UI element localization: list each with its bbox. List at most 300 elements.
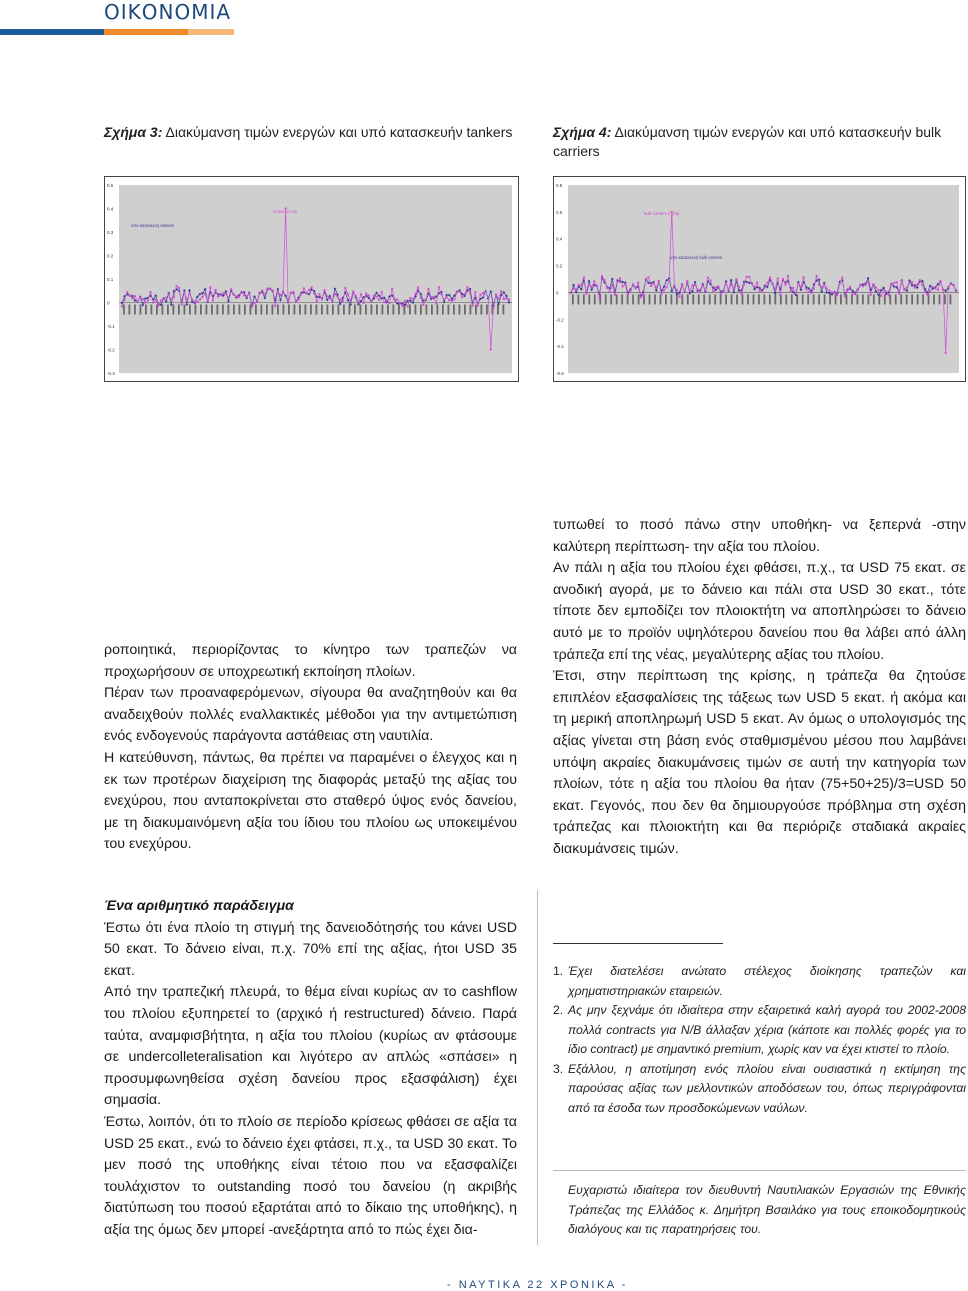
- data-point: [681, 284, 683, 286]
- data-point: [772, 283, 774, 285]
- data-point: [438, 286, 440, 288]
- footnote-rule: [553, 943, 723, 944]
- x-tick-label: [884, 294, 886, 304]
- paragraph: τυπωθεί το ποσό πάνω στην υποθήκη- να ξεπερνά -στην καλύτερη περίπτωση- την αξία του πλοίου.: [553, 517, 966, 555]
- data-point: [251, 306, 253, 308]
- x-tick-label: [572, 294, 574, 304]
- data-point: [396, 298, 398, 300]
- x-tick-label: [167, 305, 169, 315]
- data-point: [927, 294, 929, 296]
- data-point: [694, 284, 696, 286]
- data-point: [787, 275, 789, 277]
- data-point: [766, 282, 768, 284]
- figure-4-label: Σχήμα 4:: [553, 124, 612, 140]
- data-point: [259, 293, 261, 295]
- data-point: [606, 287, 608, 289]
- data-point: [774, 288, 776, 290]
- data-point: [196, 301, 198, 303]
- data-point: [311, 286, 313, 288]
- data-point: [492, 306, 494, 308]
- data-point: [183, 291, 185, 293]
- data-point: [663, 289, 665, 291]
- series-label: tankers2-c/or: [273, 209, 298, 214]
- data-point: [321, 298, 323, 300]
- data-point: [759, 290, 761, 292]
- data-point: [215, 289, 217, 291]
- x-tick-label: [332, 305, 334, 315]
- y-tick-label: 0.1: [107, 277, 114, 282]
- x-tick-label: [222, 305, 224, 315]
- data-point: [222, 292, 224, 294]
- plot-area: [568, 185, 959, 373]
- data-point: [469, 292, 471, 294]
- data-point: [846, 290, 848, 292]
- data-point: [637, 282, 639, 284]
- figure-3-title: Διακύμανση τιμών ενεργών και υπό κατασκευήν tankers: [165, 124, 513, 140]
- data-point: [934, 287, 936, 289]
- data-point: [181, 303, 183, 305]
- data-point: [821, 286, 823, 288]
- x-tick-label: [200, 305, 202, 315]
- data-point: [253, 302, 255, 304]
- data-point: [862, 285, 864, 287]
- data-point: [212, 299, 214, 301]
- data-point: [826, 287, 828, 289]
- x-tick-label: [818, 294, 820, 304]
- data-point: [828, 290, 830, 292]
- x-tick-label: [426, 305, 428, 315]
- x-tick-label: [906, 294, 908, 304]
- x-tick-label: [338, 305, 340, 315]
- x-tick-label: [393, 305, 395, 315]
- data-point: [945, 352, 947, 354]
- x-tick-label: [840, 294, 842, 304]
- data-point: [318, 293, 320, 295]
- x-tick-label: [310, 305, 312, 315]
- data-point: [381, 291, 383, 293]
- data-point: [202, 296, 204, 298]
- data-point: [256, 301, 258, 303]
- data-point: [570, 291, 572, 293]
- data-point: [461, 296, 463, 298]
- y-tick-label: 0.6: [556, 209, 563, 215]
- data-point: [402, 305, 404, 307]
- x-tick-label: [189, 305, 191, 315]
- data-point: [624, 283, 626, 285]
- x-tick-label: [681, 294, 683, 304]
- data-point: [495, 294, 497, 296]
- data-point: [836, 294, 838, 296]
- series-label: υπο κατασκευή bulk carriers: [670, 255, 723, 260]
- x-tick-label: [796, 294, 798, 304]
- data-point: [790, 290, 792, 292]
- data-point: [155, 299, 157, 301]
- data-point: [189, 292, 191, 294]
- data-point: [305, 292, 307, 294]
- data-point: [479, 294, 481, 296]
- x-tick-label: [616, 294, 618, 304]
- data-point: [326, 295, 328, 297]
- data-point: [500, 290, 502, 292]
- data-point: [160, 300, 162, 302]
- data-point: [803, 276, 805, 278]
- data-point: [157, 305, 159, 307]
- data-point: [629, 290, 631, 292]
- x-tick-label: [583, 294, 585, 304]
- data-point: [702, 284, 704, 286]
- data-point: [668, 279, 670, 281]
- data-point: [137, 301, 139, 303]
- x-tick-label: [211, 305, 213, 315]
- x-tick-label: [895, 294, 897, 304]
- data-point: [689, 291, 691, 293]
- data-point: [313, 292, 315, 294]
- example-heading: Ένα αριθμητικό παράδειγμα: [104, 898, 294, 914]
- footnote-number: 2.: [553, 1003, 564, 1017]
- footnote-text: Εξάλλου, η αποτίμηση ενός πλοίου είναι ουσιαστικά η εκτίμηση της παρούσας αξίας των μελλοντικών αποδόσεων του, όπως περιγράφονται από τα έσοδα των προσδοκώμενων ναύλων.: [568, 1061, 966, 1115]
- x-tick-label: [703, 294, 705, 304]
- data-point: [131, 297, 133, 299]
- data-point: [844, 295, 846, 297]
- x-tick-label: [294, 305, 296, 315]
- x-tick-label: [365, 305, 367, 315]
- data-point: [653, 282, 655, 284]
- x-tick-label: [497, 305, 499, 315]
- data-point: [834, 292, 836, 294]
- data-point: [324, 289, 326, 291]
- x-tick-label: [255, 305, 257, 315]
- data-point: [800, 286, 802, 288]
- data-point: [440, 293, 442, 295]
- data-point: [627, 294, 629, 296]
- x-tick-label: [731, 294, 733, 304]
- data-point: [129, 295, 131, 297]
- x-tick-label: [343, 305, 345, 315]
- header-bar-light: [188, 29, 234, 35]
- data-point: [352, 291, 354, 293]
- data-point: [580, 284, 582, 286]
- x-tick-label: [665, 294, 667, 304]
- data-point: [303, 287, 305, 289]
- x-tick-label: [736, 294, 738, 304]
- data-point: [279, 294, 281, 296]
- x-tick-label: [217, 305, 219, 315]
- text-column-right-top: [553, 515, 966, 861]
- header-bar-blue: [0, 29, 104, 35]
- x-tick-label: [453, 305, 455, 315]
- data-point: [508, 299, 510, 301]
- data-point: [852, 293, 854, 295]
- x-tick-label: [387, 305, 389, 315]
- data-point: [883, 289, 885, 291]
- x-tick-label: [764, 294, 766, 304]
- column-divider: [537, 890, 538, 1245]
- data-point: [459, 291, 461, 293]
- data-point: [474, 291, 476, 293]
- paragraph: Αν πάλι η αξία του πλοίου έχει φθάσει, π.χ., τα USD 75 εκατ. σε ανοδική αγορά, με το δάνειο και πάλι στα USD 30 εκατ., τότε τίποτε δεν εμποδίζει τον πλοιοκτήτη να αποπληρώσει το δάνειο αυτό με το προϊόν υψηλότερου δανείου που θα λάβει από άλλη τράπεζα επί της νέας, μεγαλύτερης αξίας του πλοίου.: [553, 560, 966, 663]
- data-point: [235, 295, 237, 297]
- x-tick-label: [173, 305, 175, 315]
- data-point: [901, 280, 903, 282]
- x-tick-label: [244, 305, 246, 315]
- data-point: [290, 292, 292, 294]
- data-point: [947, 286, 949, 288]
- x-tick-label: [791, 294, 793, 304]
- data-point: [880, 295, 882, 297]
- data-point: [735, 278, 737, 280]
- data-point: [635, 287, 637, 289]
- x-tick-label: [261, 305, 263, 315]
- data-point: [329, 297, 331, 299]
- data-point: [865, 284, 867, 286]
- data-point: [611, 283, 613, 285]
- x-tick-label: [272, 305, 274, 315]
- y-tick-label: -0.4: [556, 344, 564, 350]
- x-tick-label: [123, 305, 125, 315]
- data-point: [342, 300, 344, 302]
- footnote: [553, 1001, 966, 1060]
- data-point: [363, 302, 365, 304]
- data-point: [152, 301, 154, 303]
- x-tick-label: [316, 305, 318, 315]
- x-tick-label: [692, 294, 694, 304]
- data-point: [238, 296, 240, 298]
- chart-bulk-carriers: [553, 176, 966, 382]
- data-point: [815, 275, 817, 277]
- x-tick-label: [431, 305, 433, 315]
- x-tick-label: [670, 294, 672, 304]
- data-point: [598, 297, 600, 299]
- x-tick-label: [409, 305, 411, 315]
- data-point: [609, 291, 611, 293]
- data-point: [632, 283, 634, 285]
- data-point: [655, 287, 657, 289]
- data-point: [601, 275, 603, 277]
- paragraph: Πέραν των προαναφερόμενων, σίγουρα θα αναζητηθούν και θα αναδειχθούν πολλές εναλλακτικές μέθοδοι για την αντιμετώπιση ενός ενδογενούς παράγοντα αστάθειας στη ναυτιλία.: [104, 685, 517, 745]
- data-point: [645, 278, 647, 280]
- x-tick-label: [233, 305, 235, 315]
- data-point: [134, 295, 136, 297]
- data-point: [230, 288, 232, 290]
- footnotes: [553, 962, 966, 1118]
- data-point: [407, 305, 409, 307]
- chart-tankers: [104, 176, 519, 382]
- data-point: [797, 283, 799, 285]
- data-point: [142, 298, 144, 300]
- data-point: [596, 285, 598, 287]
- data-point: [795, 293, 797, 295]
- footnote: [553, 962, 966, 1001]
- data-point: [163, 298, 165, 300]
- data-point: [173, 296, 175, 298]
- data-point: [414, 293, 416, 295]
- y-tick-label: 0.3: [107, 230, 114, 235]
- data-point: [337, 296, 339, 298]
- figure-3-label: Σχήμα 3:: [104, 124, 163, 140]
- data-point: [121, 305, 123, 307]
- acknowledgement: Ευχαριστώ ιδιαίτερα τον διευθυντή Ναυτιλιακών Εργασιών της Εθνικής Τράπεζας της Ελλάδος κ. Δημήτρη Βσαιλάκο για τους εποικοδομητικούς διαλόγους και τις παρατηρήσεις του.: [568, 1183, 966, 1236]
- x-tick-label: [747, 294, 749, 304]
- footnote-text: Έχει διατελέσει ανώτατο στέλεχος διοίκησης τραπεζών και χρηματιστηριακών εταιρειών.: [568, 964, 966, 998]
- data-point: [433, 296, 435, 298]
- figure-3-caption: [104, 123, 524, 142]
- x-tick-label: [911, 294, 913, 304]
- data-point: [139, 297, 141, 299]
- x-tick-label: [594, 294, 596, 304]
- data-point: [464, 293, 466, 295]
- data-point: [805, 288, 807, 290]
- y-tick-label: -0.2: [107, 347, 115, 353]
- data-point: [170, 299, 172, 301]
- data-point: [841, 277, 843, 279]
- data-point: [389, 302, 391, 304]
- data-point: [741, 293, 743, 295]
- data-point: [756, 282, 758, 284]
- data-point: [144, 302, 146, 304]
- data-point: [831, 291, 833, 293]
- data-point: [728, 289, 730, 291]
- data-point: [248, 293, 250, 295]
- data-point: [937, 289, 939, 291]
- data-point: [676, 289, 678, 291]
- acknowledgement-rule: [553, 1170, 966, 1171]
- data-point: [365, 293, 367, 295]
- data-point: [932, 286, 934, 288]
- paragraph: Από την τραπεζική πλευρά, το θέμα είναι κυρίως αν το cashflow του πλοίου εξυπηρετεί το (αρχικό ή restructured) δάνειο. Παρά ταύτα, αναμφισβήτητα, η αξία του πλοίου (κυρίως αν φτάσουμε σε undercolleteralisation και λιγότερο αν απλώς «σπάσει» η προσυμφωνηθείσα σχέση δανείου προς εξασφάλιση) έχει σημασία.: [104, 984, 517, 1109]
- data-point: [443, 299, 445, 301]
- data-point: [697, 288, 699, 290]
- data-point: [485, 291, 487, 293]
- footnote-number: 1.: [553, 964, 564, 978]
- data-point: [857, 289, 859, 291]
- data-point: [207, 300, 209, 302]
- data-point: [753, 286, 755, 288]
- x-tick-label: [321, 305, 323, 315]
- x-tick-label: [643, 294, 645, 304]
- data-point: [417, 287, 419, 289]
- data-point: [743, 283, 745, 285]
- data-point: [427, 288, 429, 290]
- data-point: [784, 284, 786, 286]
- data-point: [422, 304, 424, 306]
- x-tick-label: [638, 294, 640, 304]
- data-point: [272, 289, 274, 291]
- data-point: [409, 297, 411, 299]
- x-tick-label: [829, 294, 831, 304]
- data-point: [209, 286, 211, 288]
- paragraph: ροποιητικά, περιορίζοντας το κίνητρο των τραπεζών να προχωρήσουν σε υποχρεωτική εκποίηση πλοίων.: [104, 642, 517, 680]
- series-label: υπο κατασκευή tankers: [131, 223, 175, 228]
- x-tick-label: [698, 294, 700, 304]
- data-point: [908, 282, 910, 284]
- data-point: [614, 294, 616, 296]
- data-point: [246, 295, 248, 297]
- x-tick-label: [288, 305, 290, 315]
- data-point: [147, 299, 149, 301]
- x-tick-label: [676, 294, 678, 304]
- x-tick-label: [420, 305, 422, 315]
- data-point: [383, 301, 385, 303]
- x-tick-label: [184, 305, 186, 315]
- x-tick-label: [780, 294, 782, 304]
- data-point: [748, 276, 750, 278]
- y-tick-label: 0: [107, 300, 110, 306]
- data-point: [575, 289, 577, 291]
- data-point: [761, 290, 763, 292]
- data-point: [373, 295, 375, 297]
- x-tick-label: [459, 305, 461, 315]
- data-point: [194, 301, 196, 303]
- x-tick-label: [687, 294, 689, 304]
- data-point: [394, 299, 396, 301]
- data-point: [300, 293, 302, 295]
- data-point: [282, 292, 284, 294]
- x-tick-label: [922, 294, 924, 304]
- data-point: [673, 285, 675, 287]
- x-tick-label: [709, 294, 711, 304]
- data-point: [877, 289, 879, 291]
- data-point: [911, 281, 913, 283]
- data-point: [898, 293, 900, 295]
- data-point: [274, 305, 276, 307]
- x-tick-label: [758, 294, 760, 304]
- x-tick-label: [398, 305, 400, 315]
- data-point: [503, 298, 505, 300]
- data-point: [725, 282, 727, 284]
- data-point: [412, 298, 414, 300]
- data-point: [448, 299, 450, 301]
- data-point: [764, 286, 766, 288]
- data-point: [792, 287, 794, 289]
- data-point: [316, 300, 318, 302]
- x-tick-label: [134, 305, 136, 315]
- data-point: [186, 299, 188, 301]
- data-point: [591, 286, 593, 288]
- data-point: [648, 276, 650, 278]
- x-tick-label: [178, 305, 180, 315]
- x-tick-label: [873, 294, 875, 304]
- x-tick-label: [720, 294, 722, 304]
- data-point: [391, 288, 393, 290]
- x-tick-label: [714, 294, 716, 304]
- data-point: [715, 286, 717, 288]
- series-label: bulk carriers 5 y/op: [644, 211, 680, 216]
- section-title: ΟΙΚΟΝΟΜΙΑ: [104, 0, 232, 24]
- data-point: [810, 292, 812, 294]
- data-point: [888, 294, 890, 296]
- data-point: [378, 299, 380, 301]
- y-tick-label: 0.2: [107, 253, 114, 259]
- data-point: [955, 291, 957, 293]
- x-tick-label: [753, 294, 755, 304]
- x-tick-label: [162, 305, 164, 315]
- data-point: [217, 296, 219, 298]
- data-point: [658, 280, 660, 282]
- data-point: [813, 288, 815, 290]
- x-tick-label: [610, 294, 612, 304]
- paragraph: Έτσι, στην περίπτωση της κρίσης, η τράπεζα θα ζητούσε επιπλέον εξασφαλίσεις της τάξεως των USD 5 εκατ. ή ακόμα και τη μερική αποπληρωμή USD 5 εκατ. Αν όμως ο υπολογισμός της αξίας γίνεται στη βάση ενός σταθμισμένου μέσου που λαμβάνει υπόψη ακραίες διακυμάνσεις τιμών σε αυτή την κατηγορία των πλοίων, τότε η αξία του πλοίου θα ήταν (75+50+25)/3=USD 50 εκατ. Γεγονός, που δεν θα δημιουργούσε πρόβλημα στη σχέση τράπεζας και πλοιοκτήτη και θα περιόριζε σταδιακά ακραίες διακυμάνσεις τιμών.: [553, 668, 966, 857]
- data-point: [679, 296, 681, 298]
- data-point: [456, 291, 458, 293]
- data-point: [686, 280, 688, 282]
- x-tick-label: [813, 294, 815, 304]
- x-tick-label: [266, 305, 268, 315]
- data-point: [505, 297, 507, 299]
- data-point: [586, 293, 588, 295]
- data-point: [919, 279, 921, 281]
- data-point: [334, 293, 336, 295]
- data-point: [240, 292, 242, 294]
